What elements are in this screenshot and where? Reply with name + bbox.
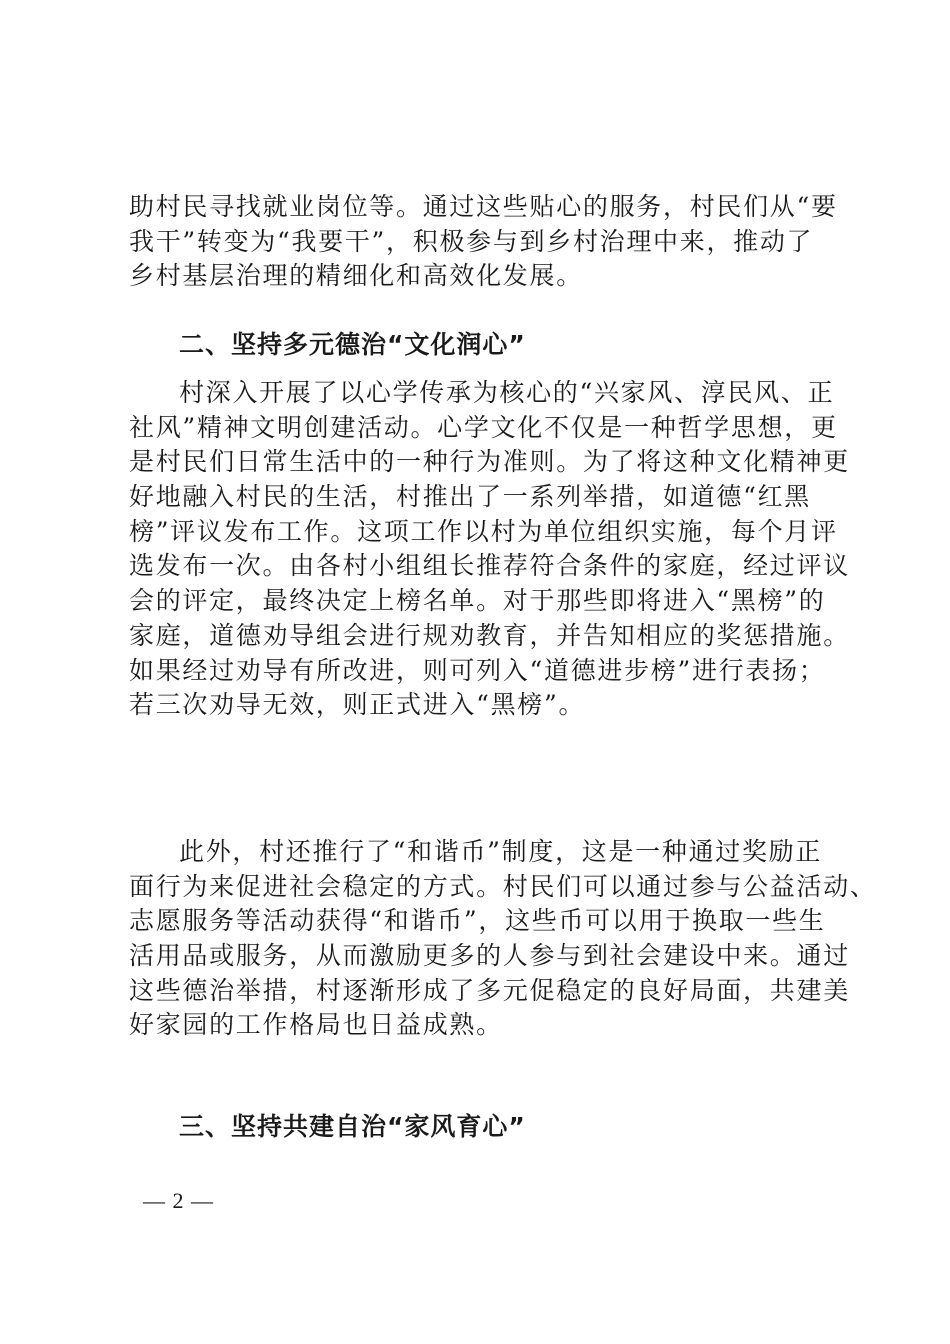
paragraph-line: 我干”转变为“我要干”，积极参与到乡村治理中来，推动了	[129, 226, 814, 256]
paragraph-line: 选发布一次。由各村小组组长推荐符合条件的家庭，经过评议	[129, 551, 850, 581]
paragraph-line: 面行为来促进社会稳定的方式。村民们可以通过参与公益活动、	[129, 871, 877, 901]
paragraph-line: 村深入开展了以心学传承为核心的“兴家风、淳民风、正	[179, 378, 835, 407]
paragraph-3	[129, 835, 877, 1043]
paragraph-line: 志愿服务等活动获得“和谐币”，这些币可以用于换取一些生	[129, 906, 826, 936]
section-3-heading-block	[129, 1110, 829, 1145]
page-number: — 2 —	[143, 1188, 214, 1213]
paragraph-line: 助村民寻找就业岗位等。通过这些贴心的服务，村民们从“要	[129, 192, 838, 221]
section-heading: 二、坚持多元德治“文化润心”	[179, 330, 526, 359]
section-heading: 三、坚持共建自治“家风育心”	[179, 1112, 526, 1141]
paragraph-line: 是村民们日常生活中的一种行为准则。为了将这种文化精神更	[129, 447, 850, 477]
paragraph-line: 这些德治举措，村逐渐形成了多元促稳定的良好局面，共建美	[129, 975, 850, 1005]
paragraph-line: 会的评定，最终决定上榜名单。对于那些即将进入“黑榜”的	[129, 586, 826, 616]
paragraph-line: 若三次劝导无效，则正式进入“黑榜”。	[129, 690, 586, 720]
paragraph-line: 家庭，道德劝导组会进行规劝教育，并告知相应的奖惩措施。	[129, 620, 850, 650]
paragraph-line: 榜”评议发布工作。这项工作以村为单位组织实施，每个月评	[129, 516, 838, 546]
paragraph-line: 如果经过劝导有所改进，则可列入“道德进步榜”进行表扬；	[129, 655, 826, 685]
section-2-heading-block	[129, 328, 829, 363]
paragraph-line: 好家园的工作格局也日益成熟。	[129, 1010, 503, 1040]
paragraph-line: 好地融入村民的生活，村推出了一系列举措，如道德“红黑	[129, 482, 811, 512]
paragraph-line: 社风”精神文明创建活动。心学文化不仅是一种哲学思想，更	[129, 412, 838, 442]
paragraph-line: 乡村基层治理的精细化和高效化发展。	[129, 261, 583, 291]
paragraph-line: 活用品或服务，从而激励更多的人参与到社会建设中来。通过	[129, 941, 850, 971]
paragraph-line: 此外，村还推行了“和谐币”制度，这是一种通过奖励正	[179, 837, 823, 866]
paragraph-2	[129, 376, 850, 723]
paragraph-1	[129, 190, 838, 294]
